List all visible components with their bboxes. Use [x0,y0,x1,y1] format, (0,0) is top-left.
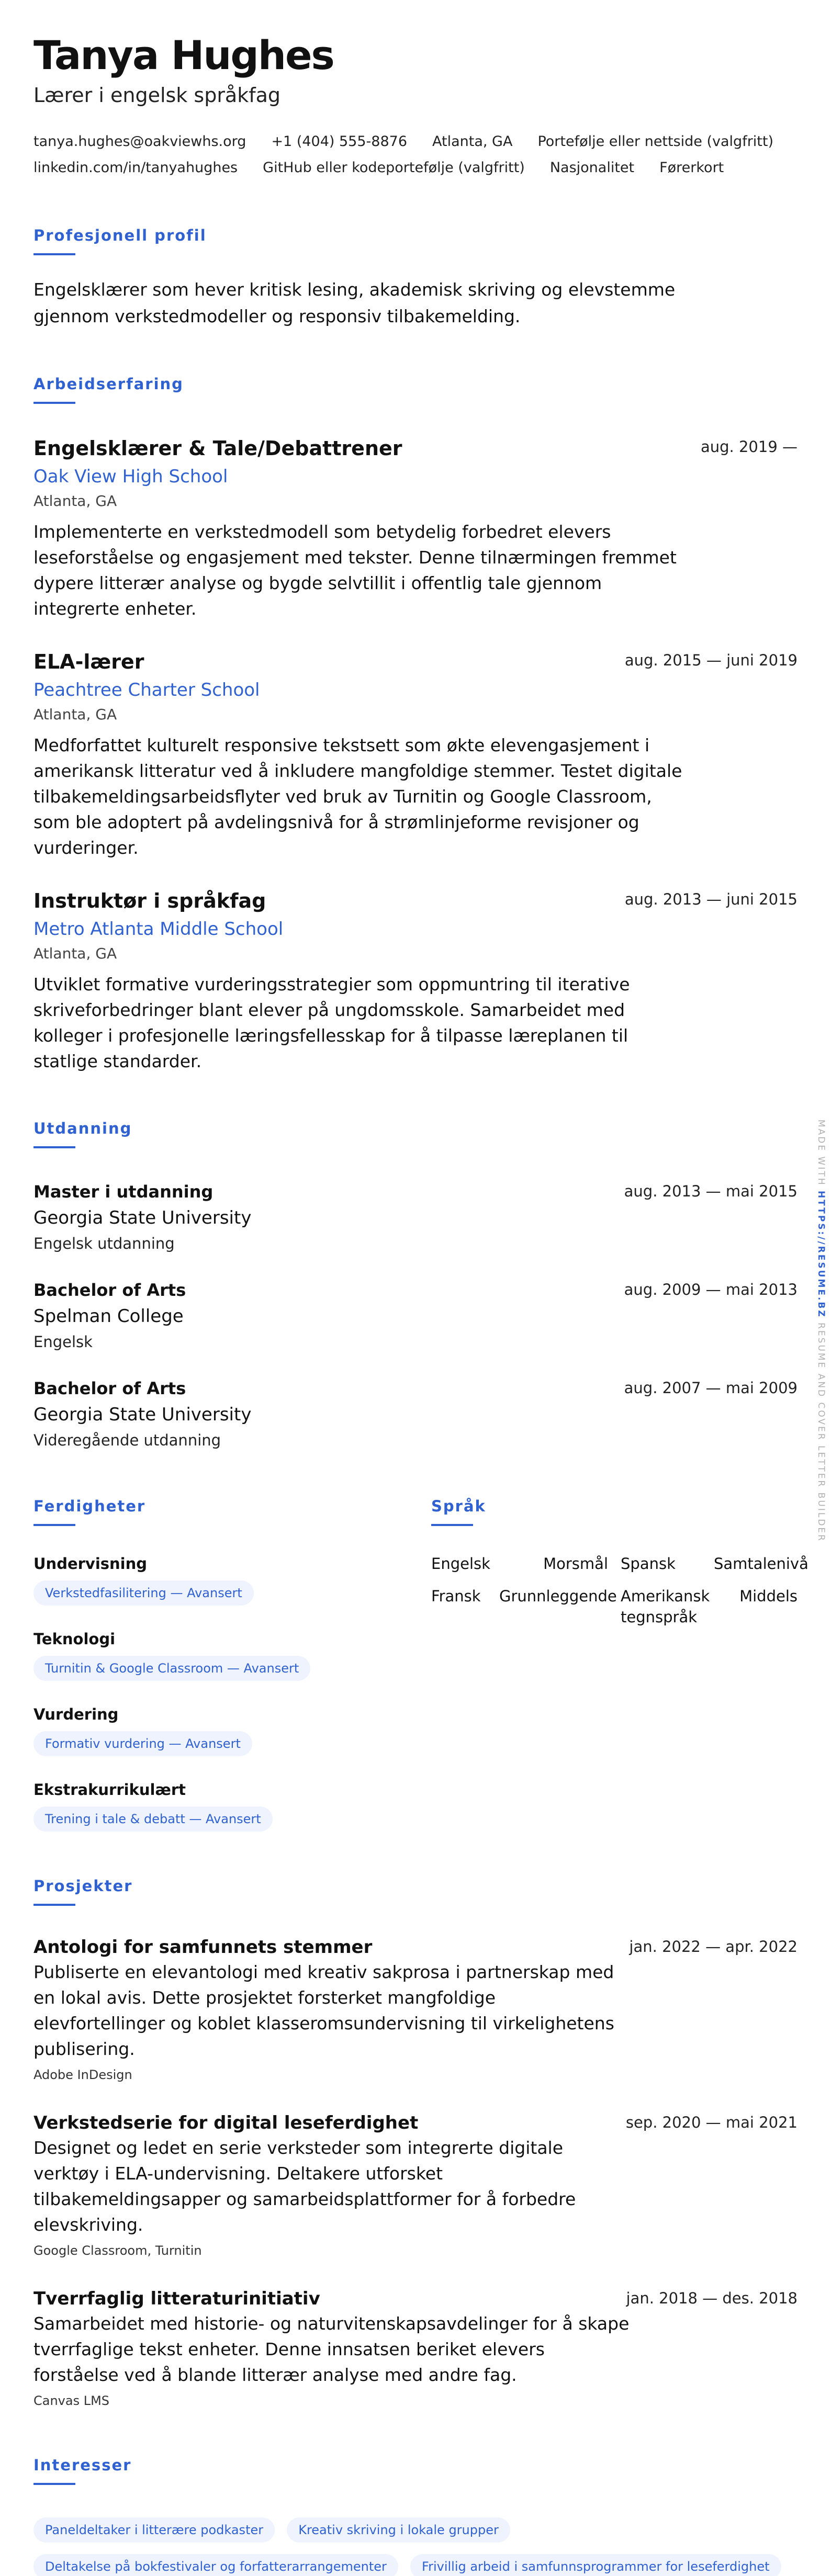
education-entry [33,1180,798,1255]
skill-category: Ekstrakurrikulært [33,1781,186,1799]
section-title: Utdanning [33,1120,132,1137]
section-divider [33,1904,75,1906]
project-title: Verkstedserie for digital leseferdighet [33,2112,419,2133]
languages-table [431,1553,808,1628]
job-date: aug. 2013 — juni 2015 [624,890,798,908]
skills-languages-row [33,1496,808,1832]
project-description: Publiserte en elevantologi med kreativ sakprosa i partnerskap med en lokal avis. Dette prosjektet forsterket mangfoldige elevfortellinger og koblet klasseromsundervisning til virkelighetens publisering. [33,1962,614,2059]
education-entry [33,1376,798,1452]
project-date: sep. 2020 — mai 2021 [625,2114,798,2131]
experience-list [33,435,798,1074]
language-row [431,1553,808,1574]
watermark-prefix: MADE WITH [816,1120,826,1191]
job-company[interactable]: Peachtree Charter School [33,680,260,701]
section-divider [33,2483,75,2485]
contact-nationality: Nasjonalitet [549,160,635,176]
job-entry [33,649,798,861]
job-role: Instruktør i språkfag [33,889,266,912]
project-title: Antologi for samfunnets stemmer [33,1937,373,1958]
language-level: Middels [739,1587,798,1605]
language-row [431,1586,798,1628]
skill-category: Teknologi [33,1630,116,1648]
language-level: Samtalenivå [714,1555,808,1573]
experience-section-heading [33,374,798,404]
contact-list [33,129,803,181]
skill-category: Vurdering [33,1705,119,1723]
education-date: aug. 2009 — mai 2013 [624,1281,798,1298]
interest-pill: Frivillig arbeid i samfunnsprogrammer for leseferdighet [410,2554,781,2576]
candidate-title: Lærer i engelsk språkfag [33,84,281,107]
projects-section-heading [33,1875,798,1906]
section-divider [33,1524,75,1526]
job-location: Atlanta, GA [33,945,117,962]
contact-linkedin[interactable]: linkedin.com/in/tanyahughes [33,160,238,176]
skill-pill: Trening i tale & debatt — Avansert [33,1806,273,1832]
section-title: Språk [431,1497,486,1515]
skill-pill: Verkstedfasilitering — Avansert [33,1580,254,1606]
section-title: Prosjekter [33,1877,133,1895]
job-location: Atlanta, GA [33,492,117,510]
section-divider [33,402,75,404]
builder-watermark [814,1120,826,1554]
watermark-suffix: RESUME AND COVER LETTER BUILDER [816,1318,826,1542]
language-level: Morsmål [543,1555,608,1573]
interest-pill: Deltakelse på bokfestivaler og forfatterarrangementer [33,2554,398,2576]
education-entry [33,1278,798,1353]
contact-drivers-license: Førerkort [659,160,724,176]
education-date: aug. 2007 — mai 2009 [624,1379,798,1397]
project-tools: Canvas LMS [33,2393,110,2408]
education-field: Engelsk utdanning [33,1235,175,1252]
languages-section-heading [431,1496,798,1526]
candidate-name: Tanya Hughes [33,32,334,78]
section-title: Interesser [33,2456,132,2474]
education-school: Spelman College [33,1306,184,1327]
project-date: jan. 2018 — des. 2018 [626,2289,798,2307]
education-school: Georgia State University [33,1404,252,1425]
project-tools: Adobe InDesign [33,2067,132,2082]
language-name: Spansk [621,1555,676,1573]
language-name: Fransk [431,1587,481,1605]
section-title: Arbeidserfaring [33,375,184,393]
project-title: Tverrfaglig litteraturinitiativ [33,2288,320,2309]
job-company[interactable]: Oak View High School [33,466,228,487]
section-title: Ferdigheter [33,1497,146,1515]
language-name: Engelsk [431,1555,490,1573]
education-field: Engelsk [33,1333,93,1351]
job-date: aug. 2015 — juni 2019 [624,651,798,669]
project-description: Samarbeidet med historie- og naturvitenskapsavdelinger for å skape tverrfaglige tekst enheter. Denne innsatsen beriket elevers forståelse ved å blande litterær analyse med andre fag. [33,2313,630,2385]
job-description: Medforfattet kulturelt responsive tekstsett som økte elevengasjement i amerikansk litteratur ved å inkludere mangfoldige stemmer. Testet digitale tilbakemeldingsarbeidsflyter ved bruk av Turnitin og Google Classroom, som ble adoptert på avdelingsnivå for å strømlinjeforme revisjoner og vurderinger. [33,735,682,858]
language-level: Grunnleggende [499,1587,617,1605]
education-degree: Master i utdanning [33,1182,214,1202]
section-divider [33,253,75,255]
contact-email[interactable]: tanya.hughes@oakviewhs.org [33,133,246,150]
contact-phone[interactable]: +1 (404) 555-8876 [271,133,407,150]
profile-summary: Engelsklærer som hever kritisk lesing, akademisk skriving og elevstemme gjennom verkstedmodeller og responsiv tilbakemelding. [33,279,676,326]
job-role: ELA-lærer [33,650,144,673]
job-entry [33,435,798,622]
job-description: Implementerte en verkstedmodell som betydelig forbedret elevers leseforståelse og engasjement med tekster. Denne tilnærmingen fremmet dypere litterær analyse og bygde selvtillit i offentlig tale gjennom integrerte enheter. [33,522,677,619]
contact-portfolio[interactable]: Portefølje eller nettside (valgfritt) [537,133,774,150]
skill-category: Undervisning [33,1555,148,1573]
education-section-heading [33,1118,798,1148]
interests-section-heading [33,2455,798,2485]
contact-github[interactable]: GitHub eller kodeportefølje (valgfritt) [263,160,525,176]
skill-pill: Turnitin & Google Classroom — Avansert [33,1656,310,1681]
resume-header [33,32,798,181]
project-entry [33,1935,798,2085]
interests-list [33,2506,798,2576]
interest-pill: Paneldeltaker i litterære podkaster [33,2517,275,2543]
job-company[interactable]: Metro Atlanta Middle School [33,919,284,940]
job-entry [33,888,798,1074]
skills-column [33,1496,431,1832]
job-description: Utviklet formative vurderingsstrategier som oppmuntring til iterative skriveforbedringer blant elever på ungdomsskole. Samarbeidet med kolleger i profesjonelle læringsfellesskap for å tilpasse læreplanen til statlige standarder. [33,974,630,1071]
education-degree: Bachelor of Arts [33,1379,186,1398]
education-school: Georgia State University [33,1207,252,1228]
projects-list [33,1935,798,2411]
skills-section-heading [33,1496,431,1526]
education-degree: Bachelor of Arts [33,1280,186,1300]
project-entry [33,2111,798,2261]
job-role: Engelsklærer & Tale/Debattrener [33,437,402,460]
project-entry [33,2287,798,2411]
section-divider [33,1146,75,1148]
project-date: jan. 2022 — apr. 2022 [629,1938,798,1956]
section-divider [431,1524,473,1526]
section-title: Profesjonell profil [33,227,207,244]
project-description: Designet og ledet en serie verksteder som integrerte digitale verktøy i ELA-undervisning. Deltakere utforsket tilbakemeldingsapper og samarbeidsplattformer for å forbedre elevskriving. [33,2138,576,2235]
language-name: Amerikansk tegnspråk [621,1587,710,1626]
education-date: aug. 2013 — mai 2015 [624,1182,798,1200]
education-list [33,1180,798,1452]
project-tools: Google Classroom, Turnitin [33,2243,202,2258]
languages-column [431,1496,808,1832]
profile-section-heading [33,225,798,255]
interest-pill: Kreativ skriving i lokale grupper [287,2517,510,2543]
job-location: Atlanta, GA [33,706,117,723]
job-date: aug. 2019 — [700,438,798,456]
skill-pill: Formativ vurdering — Avansert [33,1731,252,1756]
watermark-link[interactable]: HTTPS://RESUME.BZ [816,1190,826,1318]
contact-location: Atlanta, GA [432,133,513,150]
education-field: Videregående utdanning [33,1431,221,1449]
